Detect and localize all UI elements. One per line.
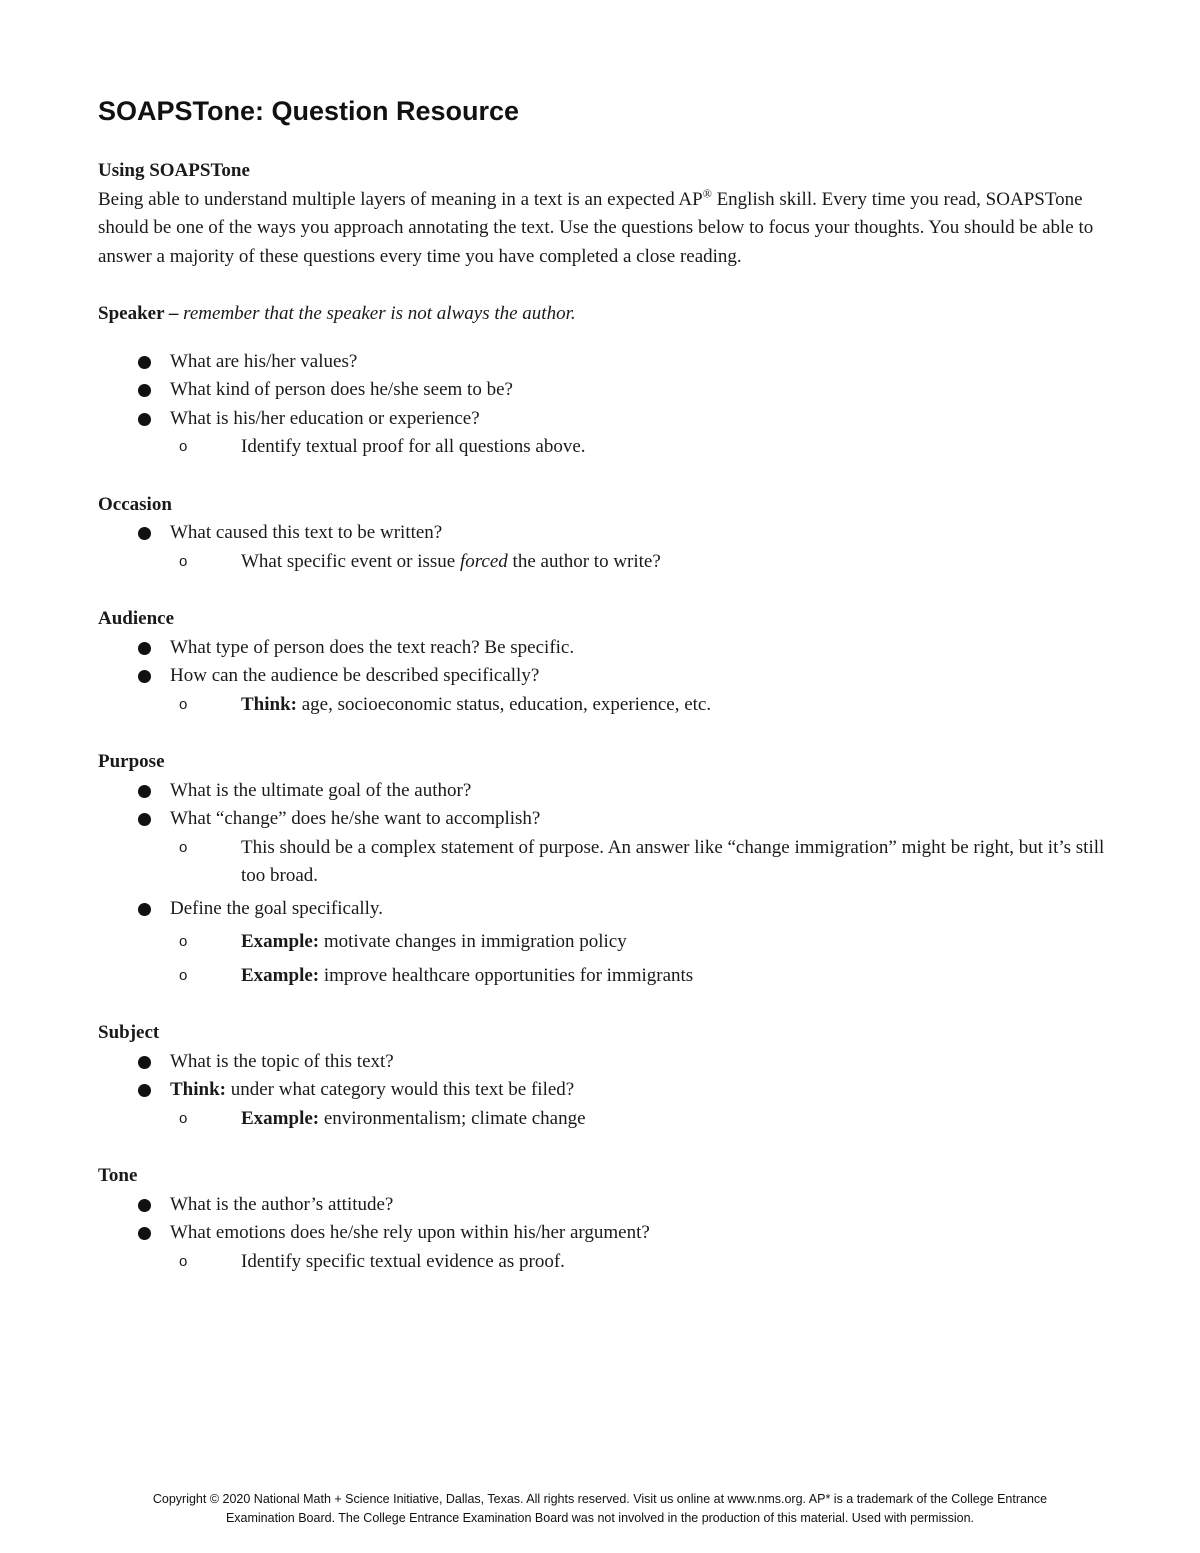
bullet-icon — [138, 785, 151, 798]
list-item: Think: under what category would this text be filed? o Example: environmentalism; climate change — [98, 1076, 1108, 1133]
list-item: What are his/her values? — [98, 348, 1108, 377]
audience-list — [98, 634, 1108, 720]
list-item: What is the topic of this text? — [98, 1048, 1108, 1077]
sub-bullet-marker: o — [179, 695, 188, 713]
speaker-heading: Speaker – remember that the speaker is not always the author. — [98, 303, 576, 324]
intro-paragraph — [98, 186, 1108, 272]
speaker-sublist — [170, 433, 1108, 462]
list-item: What kind of person does he/she seem to be? — [98, 376, 1108, 405]
tone-section — [98, 1162, 1108, 1276]
sub-list-item: o Example: motivate changes in immigration policy — [170, 928, 1108, 957]
sub-list-item: o Example: environmentalism; climate change — [170, 1105, 1108, 1134]
audience-section — [98, 605, 1108, 719]
sub-list-item: o Identify specific textual evidence as proof. — [170, 1248, 1108, 1277]
subject-section — [98, 1019, 1108, 1133]
sub-list-item: o What specific event or issue forced the author to write? — [170, 548, 1108, 577]
bullet-icon — [138, 1199, 151, 1212]
bullet-icon — [138, 413, 151, 426]
sub-list-item: o Example: improve healthcare opportunities for immigrants — [170, 962, 1108, 991]
sub-list-item: o This should be a complex statement of purpose. An answer like “change immigration” might be right, but it’s still too broad. — [170, 834, 1108, 891]
list-item: What is his/her education or experience? o Identify textual proof for all questions above. — [98, 405, 1108, 462]
speaker-section — [98, 300, 1108, 462]
bullet-icon — [138, 356, 151, 369]
bullet-icon — [138, 813, 151, 826]
list-item: What is the ultimate goal of the author? — [98, 777, 1108, 806]
sub-bullet-marker: o — [179, 438, 188, 455]
sub-bullet-marker: o — [179, 933, 188, 950]
speaker-heading-note: remember that the speaker is not always the author. — [183, 303, 576, 324]
list-item: How can the audience be described specifically? o Think: age, socioeconomic status, education, experience, etc. — [98, 662, 1108, 719]
audience-heading: Audience — [98, 608, 174, 629]
tone-heading: Tone — [98, 1165, 138, 1186]
bullet-icon — [138, 384, 151, 397]
bullet-icon — [138, 1084, 151, 1097]
bullet-icon — [138, 903, 151, 916]
tone-sublist — [170, 1248, 1108, 1277]
list-item: Define the goal specifically. o Example: motivate changes in immigration policy o Example: improve healthcare opportunities for immigrants — [98, 895, 1108, 991]
bullet-icon — [138, 527, 151, 540]
sub-bullet-marker: o — [179, 552, 188, 570]
page-title: SOAPSTone: Question Resource — [98, 96, 520, 126]
subject-list — [98, 1048, 1108, 1134]
registered-mark: ® — [702, 186, 712, 201]
occasion-section — [98, 491, 1108, 577]
intro-heading: Using SOAPSTone — [98, 160, 250, 181]
footer-line-2: Examination Board. The College Entrance Examination Board was not involved in the production of this material. Used with permission. — [225, 1511, 975, 1525]
footer-line-1: Copyright © 2020 National Math + Science Initiative, Dallas, Texas. All rights reserved. Visit us online at www.nms.org. AP* is a trademark of the College Entrance — [152, 1492, 1048, 1506]
subject-heading: Subject — [98, 1022, 160, 1043]
sub-list-item: o Identify textual proof for all questions above. — [170, 433, 1108, 462]
list-item: What is the author’s attitude? — [98, 1191, 1108, 1220]
purpose-section — [98, 748, 1108, 990]
list-item: What caused this text to be written? o What specific event or issue forced the author to write? — [98, 519, 1108, 576]
tone-list — [98, 1191, 1108, 1277]
intro-text-part1: Being able to understand multiple layers of meaning in a text is an expected AP — [98, 188, 703, 210]
purpose-sublist — [170, 834, 1108, 891]
bullet-icon — [138, 1056, 151, 1069]
sub-bullet-marker: o — [179, 966, 188, 984]
list-item: What emotions does he/she rely upon within his/her argument? o Identify specific textual evidence as proof. — [98, 1219, 1108, 1276]
speaker-list — [98, 348, 1108, 462]
occasion-list — [98, 519, 1108, 576]
bullet-icon — [138, 670, 151, 683]
list-item: What “change” does he/she want to accomplish? o This should be a complex statement of purpose. An answer like “change immigration” might be right, but it’s still too broad. — [98, 805, 1108, 891]
list-item: What type of person does the text reach? Be specific. — [98, 634, 1108, 663]
purpose-examples — [170, 928, 1108, 990]
copyright-footer — [60, 1490, 1140, 1528]
purpose-heading: Purpose — [98, 751, 165, 772]
audience-sublist — [170, 691, 1108, 720]
bullet-icon — [138, 642, 151, 655]
intro-section — [98, 157, 1108, 271]
document-body — [98, 157, 1108, 1276]
sub-bullet-marker: o — [179, 1109, 188, 1127]
occasion-sublist — [170, 548, 1108, 577]
sub-bullet-marker: o — [179, 838, 188, 856]
bullet-icon — [138, 1227, 151, 1240]
subject-sublist — [170, 1105, 1108, 1134]
purpose-list — [98, 777, 1108, 991]
occasion-heading: Occasion — [98, 493, 172, 515]
sub-list-item: o Think: age, socioeconomic status, education, experience, etc. — [170, 691, 1108, 720]
intro-text-part2: English skill. Every time you read, SOAPSTone should be one of the ways you approach annotating the text. Use the questions below to focus your thoughts. You should be able to answer a majority of these questions every time you have completed a close reading. — [98, 188, 1094, 267]
sub-bullet-marker: o — [179, 1252, 188, 1270]
